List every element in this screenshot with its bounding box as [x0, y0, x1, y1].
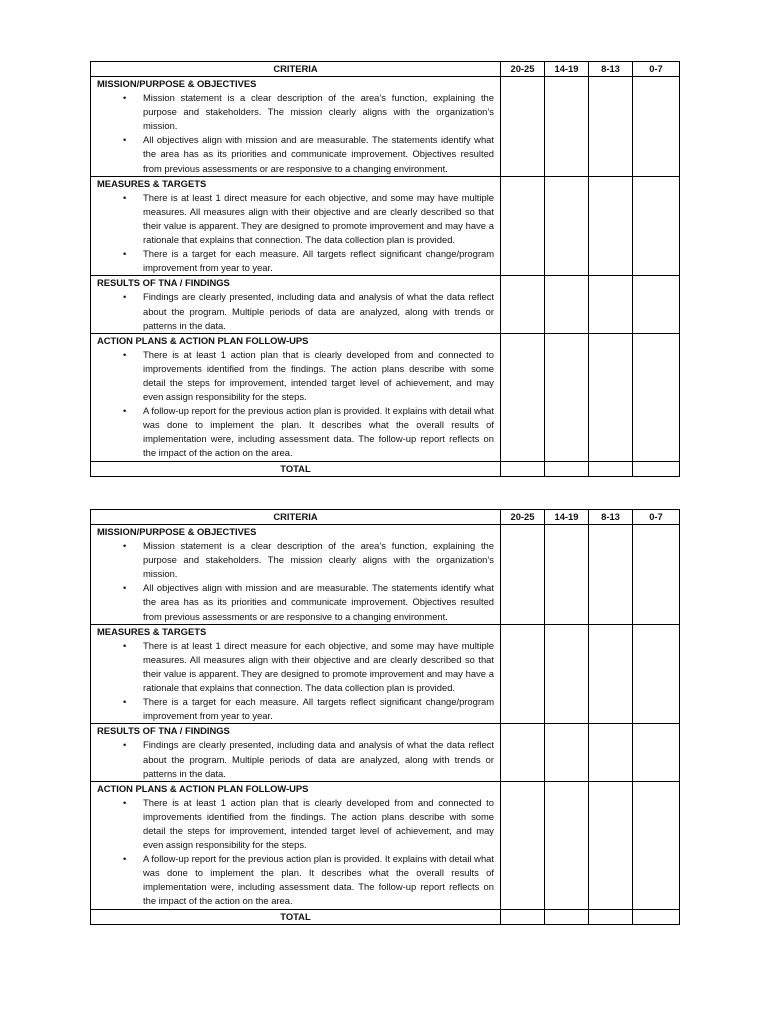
bullet-icon: •	[123, 853, 127, 865]
bullet-icon: •	[123, 582, 127, 594]
section-row	[91, 781, 680, 909]
section-title: ACTION PLANS & ACTION PLAN FOLLOW-UPS	[97, 782, 309, 794]
score-cell[interactable]	[633, 276, 680, 333]
bullet-icon: •	[123, 191, 127, 203]
section-row	[91, 276, 680, 333]
criteria-text: There is a target for each measure. All targets reflect significant change/program improvement from year to year.	[143, 696, 494, 722]
criteria-text: All objectives align with mission and are measurable. The statements identify what the area has as its priorities and communicate improvement. Objectives resulted from previous assessments or are responsive to a changing environment.	[143, 134, 494, 174]
score-cell[interactable]	[633, 525, 680, 625]
total-score-cell[interactable]	[545, 461, 589, 476]
section-title: MEASURES & TARGETS	[97, 177, 207, 189]
criteria-list	[97, 796, 494, 909]
section-title: MEASURES & TARGETS	[97, 625, 207, 637]
section-row	[91, 77, 680, 177]
total-score-cell[interactable]	[545, 909, 589, 924]
section-title: MISSION/PURPOSE & OBJECTIVES	[97, 78, 257, 89]
header-row	[91, 510, 680, 525]
list-item	[123, 539, 494, 581]
bullet-icon: •	[123, 248, 127, 260]
criteria-text: A follow-up report for the previous action plan is provided. It explains with detail what was done to implement the plan. It describes what the overall results of implementation were, including assessment data. The follow-up report reflects on the impact of the action on the area.	[143, 405, 494, 459]
bullet-icon: •	[123, 134, 127, 146]
score-header: 20-25	[501, 510, 545, 525]
criteria-cell	[91, 525, 501, 625]
criteria-text: A follow-up report for the previous action plan is provided. It explains with detail what was done to implement the plan. It describes what the overall results of implementation were, including assessment data. The follow-up report reflects on the impact of the action on the area.	[143, 853, 494, 907]
list-item	[123, 290, 494, 332]
score-cell[interactable]	[589, 525, 633, 625]
score-cell[interactable]	[545, 276, 589, 333]
criteria-text: There is at least 1 action plan that is clearly developed from and connected to improvements identified from the findings. The action plans describe with some detail the steps for improvement, intended target level of achievement, and may even assign responsibility for the steps.	[143, 796, 494, 851]
section-title: RESULTS OF TNA / FINDINGS	[97, 725, 230, 737]
bullet-icon: •	[123, 796, 127, 808]
score-cell[interactable]	[589, 176, 633, 276]
header-row	[91, 62, 680, 77]
bullet-icon: •	[123, 291, 127, 303]
score-cell[interactable]	[501, 525, 545, 625]
list-item	[123, 852, 494, 908]
total-label: TOTAL	[91, 909, 501, 924]
criteria-list	[97, 91, 494, 176]
criteria-text: There is at least 1 direct measure for each objective, and some may have multiple measures. All measures align with their objective and are clearly described so that their value is apparent. They are designed to promote improvement and may have a rationale that explains that connection. The data collection plan is provided.	[143, 639, 494, 694]
score-header: 20-25	[501, 62, 545, 77]
list-item	[123, 404, 494, 460]
section-row	[91, 624, 680, 724]
score-cell[interactable]	[545, 176, 589, 276]
score-cell[interactable]	[501, 624, 545, 724]
score-cell[interactable]	[589, 724, 633, 781]
criteria-cell	[91, 781, 501, 909]
criteria-list	[97, 348, 494, 461]
score-cell[interactable]	[545, 724, 589, 781]
rubric-table-2	[90, 509, 680, 925]
section-row	[91, 333, 680, 461]
criteria-list	[97, 639, 494, 724]
score-cell[interactable]	[589, 276, 633, 333]
score-header: 8-13	[589, 510, 633, 525]
list-item	[123, 348, 494, 404]
list-item	[123, 247, 494, 275]
score-cell[interactable]	[501, 724, 545, 781]
section-row	[91, 724, 680, 781]
score-cell[interactable]	[501, 77, 545, 177]
score-cell[interactable]	[545, 781, 589, 909]
bullet-icon: •	[123, 92, 127, 104]
total-score-cell[interactable]	[501, 909, 545, 924]
criteria-cell	[91, 276, 501, 333]
criteria-text: Findings are clearly presented, including data and analysis of what the data reflect about the program. Multiple periods of data are analyzed, along with trends or patterns in the data.	[143, 291, 494, 331]
score-cell[interactable]	[633, 724, 680, 781]
section-title: RESULTS OF TNA / FINDINGS	[97, 277, 230, 289]
score-cell[interactable]	[589, 77, 633, 177]
bullet-icon: •	[123, 540, 127, 552]
score-cell[interactable]	[589, 781, 633, 909]
bullet-icon: •	[123, 696, 127, 708]
list-item	[123, 133, 494, 175]
total-row	[91, 461, 680, 476]
score-cell[interactable]	[501, 781, 545, 909]
total-score-cell[interactable]	[633, 461, 680, 476]
list-item	[123, 639, 494, 695]
rubric-table-1	[90, 61, 680, 477]
score-header: 14-19	[545, 62, 589, 77]
score-cell[interactable]	[589, 333, 633, 461]
criteria-text: There is a target for each measure. All targets reflect significant change/program improvement from year to year.	[143, 248, 494, 274]
score-cell[interactable]	[501, 176, 545, 276]
score-cell[interactable]	[633, 781, 680, 909]
criteria-cell	[91, 77, 501, 177]
criteria-text: Mission statement is a clear description of the area’s function, explaining the purpose and stakeholders. The mission clearly aligns with the organization’s mission.	[143, 92, 494, 132]
criteria-text: There is at least 1 action plan that is clearly developed from and connected to improvements identified from the findings. The action plans describe with some detail the steps for improvement, intended target level of achievement, and may even assign responsibility for the steps.	[143, 348, 494, 403]
criteria-cell	[91, 624, 501, 724]
list-item	[123, 796, 494, 852]
score-header: 14-19	[545, 510, 589, 525]
score-cell[interactable]	[633, 77, 680, 177]
score-cell[interactable]	[545, 77, 589, 177]
total-score-cell[interactable]	[501, 461, 545, 476]
list-item	[123, 738, 494, 780]
score-header: 0-7	[633, 510, 680, 525]
total-label: TOTAL	[91, 461, 501, 476]
criteria-list	[97, 738, 494, 780]
bullet-icon: •	[123, 405, 127, 417]
bullet-icon: •	[123, 348, 127, 360]
list-item	[123, 91, 494, 133]
section-title: MISSION/PURPOSE & OBJECTIVES	[97, 526, 257, 537]
criteria-text: Mission statement is a clear description of the area’s function, explaining the purpose and stakeholders. The mission clearly aligns with the organization’s mission.	[143, 540, 494, 580]
criteria-header: CRITERIA	[91, 62, 501, 77]
criteria-header: CRITERIA	[91, 510, 501, 525]
bullet-icon: •	[123, 639, 127, 651]
list-item	[123, 695, 494, 723]
score-cell[interactable]	[633, 176, 680, 276]
criteria-text: There is at least 1 direct measure for each objective, and some may have multiple measures. All measures align with their objective and are clearly described so that their value is apparent. They are designed to promote improvement and may have a rationale that explains that connection. The data collection plan is provided.	[143, 191, 494, 246]
section-row	[91, 176, 680, 276]
bullet-icon: •	[123, 739, 127, 751]
criteria-list	[97, 539, 494, 624]
criteria-cell	[91, 333, 501, 461]
score-cell[interactable]	[501, 276, 545, 333]
section-row	[91, 525, 680, 625]
score-cell[interactable]	[589, 624, 633, 724]
criteria-text: All objectives align with mission and are measurable. The statements identify what the area has as its priorities and communicate improvement. Objectives resulted from previous assessments or are responsive to a changing environment.	[143, 582, 494, 622]
total-score-cell[interactable]	[589, 909, 633, 924]
criteria-list	[97, 191, 494, 276]
section-title: ACTION PLANS & ACTION PLAN FOLLOW-UPS	[97, 334, 309, 346]
score-cell[interactable]	[545, 525, 589, 625]
score-cell[interactable]	[545, 624, 589, 724]
score-header: 8-13	[589, 62, 633, 77]
criteria-cell	[91, 176, 501, 276]
total-score-cell[interactable]	[633, 909, 680, 924]
total-score-cell[interactable]	[589, 461, 633, 476]
score-cell[interactable]	[545, 333, 589, 461]
score-header: 0-7	[633, 62, 680, 77]
criteria-list	[97, 290, 494, 332]
list-item	[123, 581, 494, 623]
score-cell[interactable]	[633, 624, 680, 724]
criteria-cell	[91, 724, 501, 781]
list-item	[123, 191, 494, 247]
score-cell[interactable]	[501, 333, 545, 461]
score-cell[interactable]	[633, 333, 680, 461]
total-row	[91, 909, 680, 924]
criteria-text: Findings are clearly presented, including data and analysis of what the data reflect about the program. Multiple periods of data are analyzed, along with trends or patterns in the data.	[143, 739, 494, 779]
